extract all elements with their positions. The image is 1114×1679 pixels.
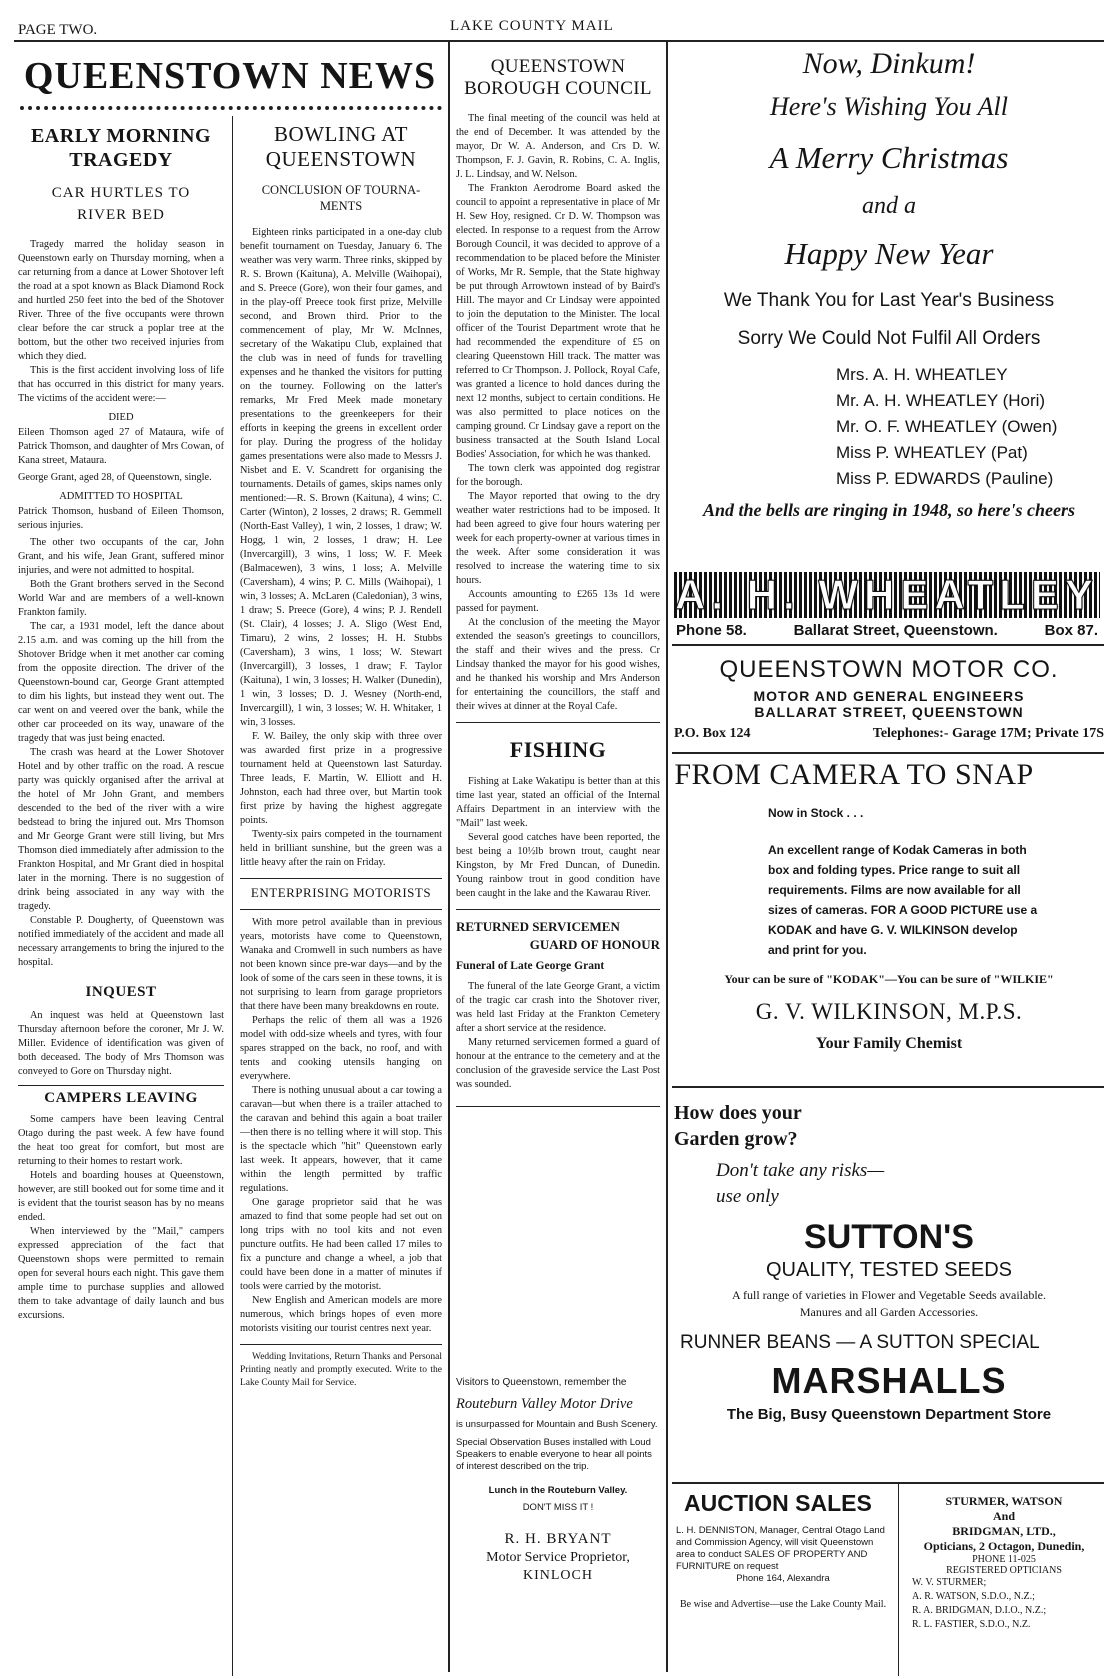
auction-phone: Phone 164, Alexandra (736, 1573, 830, 1584)
ad-place: KINLOCH (523, 1568, 593, 1583)
headline: GUARD OF HONOUR (529, 937, 660, 952)
divider (672, 1482, 1104, 1484)
paragraph: George Grant, aged 28, of Queenstown, single. (18, 472, 212, 483)
optician-line: And (992, 1509, 1015, 1523)
divider (672, 644, 1104, 646)
divider (456, 1106, 660, 1107)
subheadline: Funeral of Late George Grant (456, 960, 605, 972)
ad-text: Lunch in the Routeburn Valley. (488, 1485, 628, 1496)
article-council (456, 56, 660, 1107)
thanks: We Thank You for Last Year's Business (723, 290, 1055, 311)
garden-tagline: use only (716, 1186, 779, 1207)
paper-name: LAKE COUNTY MAIL (450, 18, 614, 34)
paragraph: Twenty-six pairs competed in the tournament held in brilliant sunshine, but the green was a little heavy after the rain on Friday. (240, 829, 442, 868)
ad-intro: Visitors to Queenstown, remember the (456, 1377, 627, 1388)
paragraph: An inquest was held at Queenstown last Thursday afternoon before the coroner, Mr J. W. Miller. Evidence of identification was given of both deceased. The body of Mrs Thomson was conveyed to Gore on Thursday night. (18, 1010, 224, 1077)
sutton-range: A full range of varieties in Flower and Vegetable Seeds available. (731, 1288, 1046, 1302)
headline: RETURNED SERVICEMEN (456, 919, 620, 934)
greeting: Happy New Year (784, 236, 994, 271)
ad-owner: R. H. BRYANT (504, 1531, 612, 1547)
paragraph: Both the Grant brothers served in the Second World War and are members of a well-known Frankton family. (18, 579, 224, 618)
headline: QUEENSTOWN (490, 56, 626, 77)
optician-name: R. A. BRIDGMAN, D.I.O., N.Z.; (912, 1605, 1047, 1616)
greeting: Now, Dinkum! (802, 47, 976, 80)
subheadline: MENTS (319, 199, 363, 213)
ad-text: DON'T MISS IT ! (522, 1502, 594, 1513)
divider (240, 909, 442, 910)
company-name: QUEENSTOWN MOTOR CO. (719, 656, 1059, 683)
paragraph: The final meeting of the council was held at the end of December. It was attended by the mayor, Dr W. A. Anderson, and Crs D. W. Thompson, F. J. Gavin, R. Robins, C. A. Inglis, J. L. Lindsay, and W. Nelson. (456, 113, 660, 180)
sutton-range: Manures and all Garden Accessories. (799, 1305, 979, 1319)
auction-title: AUCTION SALES (684, 1490, 872, 1516)
divider (672, 752, 1104, 754)
paragraph: One garage proprietor said that he was amazed to find that some people had set out on long trips with no tool kits and not even puncture outfits. He had been called 17 miles to fix a puncture and change a wheel, a job that could have been done in a matter of minutes if tools were carried by the motorist. (240, 1197, 442, 1292)
paragraph: F. W. Bailey, the only skip with three over was awarded first prize in a progressive tournament held at Queenstown last Saturday. Three leads, F. Martin, W. Elliott and H. Johnston, each had three over, but Martin took first prize by having the highest aggregate points. (240, 731, 442, 826)
camera-title: FROM CAMERA TO SNAP (674, 758, 1034, 791)
section-divider (20, 106, 442, 110)
headline: CAMPERS LEAVING (44, 1090, 198, 1106)
divider (240, 878, 442, 879)
paragraph: The other two occupants of the car, John Grant, and his wife, Jean Grant, suffered minor injuries, and were not admitted to hospital. (18, 537, 224, 576)
page-number: PAGE TWO. (18, 22, 98, 38)
optician-name: R. L. FASTIER, S.D.O., N.Z. (912, 1619, 1031, 1630)
paragraph: Many returned servicemen formed a guard of honour at the entrance to the cemetery and at the conclusion of the graveside service the Last Post was sounded. (456, 1037, 660, 1090)
paragraph: Patrick Thomson, husband of Eileen Thomson, serious injuries. (18, 506, 224, 531)
family-name: Mr. A. H. WHEATLEY (Hori) (836, 391, 1046, 410)
thanks: Sorry We Could Not Fulfil All Orders (737, 328, 1041, 349)
masthead-rule (14, 40, 1104, 42)
optician-names (912, 1576, 1104, 1632)
garden-question: Garden grow? (674, 1128, 798, 1150)
paragraph: Fishing at Lake Wakatipu is better than at this time last year, stated an official of the Internal Affairs Department in an interview with the "Mail" last week. (456, 776, 660, 829)
garden-ad (674, 1100, 1104, 1423)
sutton-brand: SUTTON'S (804, 1218, 974, 1256)
subheadline: RIVER BED (77, 207, 165, 223)
section-title: QUEENSTOWN NEWS (23, 55, 437, 97)
headline: BOWLING AT (274, 122, 408, 146)
ad-role: Motor Service Proprietor, (486, 1550, 630, 1565)
wheatley-ad (672, 44, 1106, 521)
headline: ENTERPRISING MOTORISTS (250, 885, 432, 900)
paragraph: The car, a 1931 model, left the dance about 2.15 a.m. and was coming up the hill from the Shotover Bridge when it met another car coming from the opposite direction. The driver of the Queenstown-bound car, George Grant attempted to dim his lights, but instead they went out. The car went on and veered over the bank, while the other car proceeded on its way, unaware of the tragedy that was just being enacted. (18, 621, 224, 744)
paragraph: There is nothing unusual about a car towing a caravan—but when there is a trailer attached to the caravan and behind this again a boat trailer—then there is no telling where it will stop. This is the spectacle which "hit" Queenstown early last week. It appears, however, that it came within the length permitted by traffic regulations. (240, 1085, 442, 1194)
divider (672, 1086, 1104, 1088)
chemist-tag: Your Family Chemist (815, 1035, 963, 1052)
label-died: DIED (108, 412, 134, 423)
headline: EARLY MORNING (30, 125, 212, 147)
label-admitted: ADMITTED TO HOSPITAL (59, 491, 183, 502)
auction-body: L. H. DENNISTON, Manager, Central Otago Land and Commission Agency, will visit Queenstown area to conduct SALES OF PROPERTY AND FURNITURE on request (676, 1525, 885, 1572)
company-line: BALLARAT STREET, QUEENSTOWN (754, 704, 1024, 720)
paragraph: This is the first accident involving loss of life that has occurred in this district for many years. The victims of the accident were:— (18, 365, 224, 404)
street: Ballarat Street, Queenstown. (793, 622, 998, 639)
paragraph: Some campers have been leaving Central Otago during the past week. A few have found the heat too great for comfort, but most are returning to their homes to restart work. (18, 1114, 224, 1167)
article-bowling (240, 122, 442, 1390)
paragraph: Eighteen rinks participated in a one-day club benefit tournament on Tuesday, January 6. The weather was very warm. Three rinks, skipped by R. S. Brown (Kaituna), A. Melville (Waihopai), and S. Preece (Gore), won their four games, and in the play-off Preece took first prize, Melville second, and Brown third. Prior to the commencement of play, Mr W. McInnes, secretary of the Wakatipu Club, explained that the club was in need of funds for travelling expenses and he thanked the visitors for putting on the tourney. Following on the latter's remarks, Mr Fred Meek made monetary presentations to the greenkeepers for their efforts in keeping the greens in excellent order for play. During the progress of the holiday games presentations were also made to Messrs J. Nisbet and E. V. Scandrett for organising the tournaments. Details of games, skips names only mentioned:—R. S. Brown (Kaituna), 4 wins; C. Carter (Winton), 2 losses, 2 draws; R. Gemmell (North-East Valley), 1 win, 2 losses, 1 draw; W. Hogg, 1 win, 2 losses, 1 draw; H. Lee (Invercargill), 3 wins, 1 loss; W. F. Meek (Balmacewen), 3 wins, 1 loss; A. Melville (Caversham), 4 wins; P. C. Mills (Waihopai), 1 win, 3 losses; A. McLaren (Caledonian), 3 wins, 1 draw; S. Preece (Gore), 4 wins; P. J. Rendell (St. Clair), 4 losses; J. A. Sligo (West End, Timaru), 2 wins, 2 losses; H. H. Stubbs (Caversham), 3 wins, 1 loss; W. Stewart (Invercargill), 3 losses, 1 draw; F. Taylor (Kaituna), 1 win, 3 losses; H. Walker (Dunedin), 1 win, 3 losses; D. J. Wesney (North-end, Invercargill), 1 win, 3 losses; W. H. Whitaker, 1 win, 3 losses. (240, 227, 442, 728)
paragraph: Perhaps the relic of them all was a 1926 model with odd-size wheels and tyres, with four spares strapped on the back, no roof, and with tents and cooking utensils hanging on everywhere. (240, 1015, 442, 1082)
optician-line: BRIDGMAN, LTD., (952, 1524, 1056, 1538)
paragraph: The crash was heard at the Lower Shotover Hotel and by other traffic on the road. A rescue party was quickly organised after the arrival at the hotel of Mr John Grant, and members descended to the bed of the river with a wire bedstead to bring the injured out. Mrs Thomson and Mr George Grant were still living, but Mrs Thomson died immediately after admission to the Frankton Hospital, and Mr Grant died in hospital later in the morning. There is no suggestion of drink being associated in any way with the tragedy. (18, 747, 224, 912)
auction-ad (676, 1490, 890, 1611)
motor-ad (674, 656, 1104, 742)
sutton-tag: QUALITY, TESTED SEEDS (765, 1259, 1012, 1281)
banner-text: A. H. WHEATLEY (675, 571, 1099, 618)
paragraph: The Mayor reported that owing to the dry weather water restrictions had to be imposed. It had been agreed to give four hours watering per week for each property-owner at various times in the week. After some consideration it was resolved to increase the watering time to six hours. (456, 491, 660, 586)
family-name: Mrs. A. H. WHEATLEY (836, 365, 1008, 384)
paragraph: Hotels and boarding houses at Queenstown, however, are still booked out for some time and it is evident that the tourist season has by no means ended. (18, 1170, 224, 1223)
runner-beans: RUNNER BEANS — A SUTTON SPECIAL (680, 1332, 1040, 1353)
paragraph: Tragedy marred the holiday season in Queenstown early on Thursday morning, when a car returning from a dance at Lower Shotover left the road at a spot known as Black Diamond Rock and hurtled 250 feet into the bed of the Shotover River. Three of the five occupants were thrown clear before the car struck a poplar tree at the bottom, but the other two received injuries from which they died. (18, 239, 224, 362)
paragraph: Constable P. Dougherty, of Queenstown was notified immediately of the accident and made all necessary arrangements to bring the injured to the hospital. (18, 915, 224, 968)
headline: INQUEST (85, 984, 157, 1000)
marshalls: MARSHALLS (771, 1360, 1007, 1401)
divider (18, 1085, 224, 1086)
headline: QUEENSTOWN (265, 147, 417, 171)
greeting: A Merry Christmas (769, 140, 1009, 175)
divider (456, 722, 660, 723)
family-name: Miss P. WHEATLEY (Pat) (836, 443, 1028, 462)
column-rule (232, 116, 233, 1676)
paragraph: At the conclusion of the meeting the Mayor extended the season's greetings to councillors, the staff and their wives and the press. Cr Lindsay thanked the mayor for his good wishes, and he thanked his worship and Mrs Anderson for entertaining the councillors, the staff and their wives at dinner at the Royal Cafe. (456, 617, 660, 712)
wheatley-contact (676, 622, 1098, 639)
paragraph: The town clerk was appointed dog registrar for the borough. (456, 463, 660, 488)
camera-ad (674, 758, 1104, 1053)
box: Box 87. (1044, 622, 1098, 639)
camera-body: An excellent range of Kodak Cameras in both box and folding types. Price range to suit all requirements. Films are now available for all sizes of cameras. FOR A GOOD PICTURE use a KODAK and have G. V. WILKINSON develop and print for you. (768, 843, 1038, 957)
family-name: Mr. O. F. WHEATLEY (Owen) (836, 417, 1058, 436)
family-names (836, 362, 1106, 492)
phone: Phone 58. (676, 622, 747, 639)
camera-sure: Your can be sure of "KODAK"—You can be sure of "WILKIE" (724, 972, 1054, 986)
optician-name: A. R. WATSON, S.D.O., N.Z.; (912, 1591, 1035, 1602)
wheatley-banner (674, 572, 1100, 618)
optician-name: W. V. STURMER; (912, 1577, 987, 1588)
garden-question: How does your (674, 1102, 802, 1124)
subheadline: CONCLUSION OF TOURNA- (261, 183, 421, 197)
ad-title: Routeburn Valley Motor Drive (456, 1396, 633, 1412)
column-rule (448, 42, 450, 1672)
divider (240, 1344, 442, 1345)
company-contact (674, 726, 1104, 742)
divider (456, 909, 660, 910)
ad-text: is unsurpassed for Mountain and Bush Scenery. (456, 1419, 658, 1430)
paragraph: The Frankton Aerodrome Board asked the council to appoint a representative in place of Mr H. Sew Hoy, resigned. Cr D. W. Thompson was elected. In response to a request from the Arrow Borough Council, it was decided to approve of a recommendation to be placed before the Minister of Works, Mr R. Semple, that the State highway be put through Arrowtown instead of by Baird's Hill. The mayor and Cr Lindsay were appointed to join the deputation to the Minister. The local officer of the Tourist Department wrote that he had recommended the expenditure of £5 on clearing Queenstown Hill track. The matter was referred to Cr Thompson. J. Pollock, Royal Cafe, was granted a licence to hold dances during the next 12 months, subject to certain conditions. He was also permitted to place notices on the camping ground. Cr Lindsay gave a report on the business transacted at the South Island Local Bodies' Association, for which he was thanked. (456, 183, 660, 460)
paragraph: Eileen Thomson aged 27 of Mataura, wife of Patrick Thomson, and daughter of Mrs Cowan, of Kana street, Mataura. (18, 427, 224, 466)
paragraph: With more petrol available than in previous years, motorists have come to Queenstown, Wanaka and Cromwell in such numbers as have not been known since pre-war days—and by the look of some of the cars seen in these towns, it is not surprising to learn from garage proprietors that there have been many breakdowns en route. (240, 917, 442, 1012)
camera-stock: Now in Stock . . . (768, 806, 864, 820)
company-line: MOTOR AND GENERAL ENGINEERS (753, 688, 1025, 704)
chemist-name: G. V. WILKINSON, M.P.S. (755, 999, 1023, 1024)
telephones: Telephones:- Garage 17M; Private 17S (872, 726, 1104, 741)
paragraph: Several good catches have been reported, the best being a 10½lb brown trout, caught near Kingston, by Mr Fred Duncan, of Dunedin. Young rainbow trout in good condition have been caught in the lake and the Kawarau River. (456, 832, 660, 899)
bells-line: And the bells are ringing in 1948, so here's cheers (702, 500, 1076, 520)
article-tragedy (18, 124, 224, 1323)
column-rule (898, 1484, 899, 1676)
paragraph: New English and American models are more numerous, which brings hopes of even more motorists visiting our tourist centres next year. (240, 1295, 442, 1334)
family-name: Miss P. EDWARDS (Pauline) (836, 469, 1054, 488)
garden-tagline: Don't take any risks— (716, 1160, 885, 1181)
headline: TRAGEDY (69, 149, 173, 171)
opticians-ad (904, 1494, 1104, 1632)
po-box: P.O. Box 124 (674, 726, 751, 741)
headline: BOROUGH COUNCIL (464, 78, 652, 99)
routeburn-ad (456, 1377, 660, 1584)
marshalls-slogan: The Big, Busy Queenstown Department Store (726, 1406, 1052, 1423)
advertise-notice: Be wise and Advertise—use the Lake County Mail. (680, 1599, 887, 1610)
paragraph: The funeral of the late George Grant, a victim of the tragic car crash into the Shotover river, was held last Friday at the Frankton Cemetery after a short service at the residence. (456, 981, 660, 1034)
subheadline: CAR HURTLES TO (51, 185, 191, 201)
greeting: and a (862, 193, 916, 219)
column-rule (666, 42, 668, 1672)
optician-line: PHONE 11-025 (972, 1554, 1036, 1565)
optician-line: REGISTERED OPTICIANS (946, 1565, 1062, 1576)
optician-line: Opticians, 2 Octagon, Dunedin, (923, 1539, 1085, 1553)
paragraph: Accounts amounting to £265 13s 1d were passed for payment. (456, 589, 660, 614)
optician-line: STURMER, WATSON (945, 1494, 1063, 1508)
headline: FISHING (509, 737, 607, 762)
ad-text: Special Observation Buses installed with Loud Speakers to enable everyone to hear all points of interest described on the trip. (456, 1437, 652, 1472)
printing-notice: Wedding Invitations, Return Thanks and Personal Printing neatly and promptly executed. Write to the Lake County Mail for Service. (240, 1352, 442, 1388)
paragraph: When interviewed by the "Mail," campers expressed appreciation of the fact that Queenstown shops were permitted to remain open for several hours each night. This gave them ample time to purchase supplies and allowed them to take advantage of daily launch and bus excursions. (18, 1226, 224, 1321)
greeting: Here's Wishing You All (770, 92, 1008, 121)
